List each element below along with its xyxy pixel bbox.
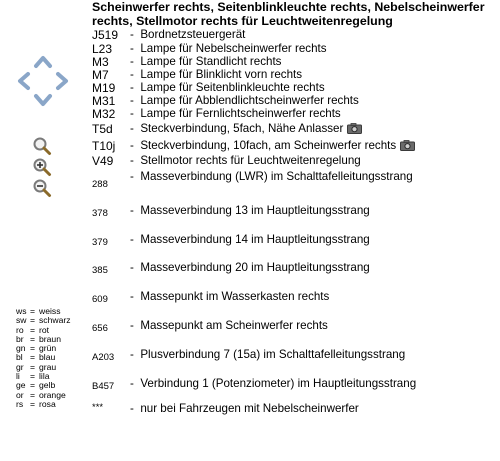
legend-code: L23: [92, 42, 113, 56]
legend-code: ***: [92, 402, 104, 413]
legend-description: - Massepunkt am Scheinwerfer rechts: [130, 319, 328, 332]
legend-code: 378: [92, 208, 108, 219]
legend-code: A203: [92, 352, 115, 363]
color-entry: sw = schwarz: [16, 315, 71, 326]
legend-code: M7: [92, 68, 109, 82]
color-entry: bl = blau: [16, 352, 56, 363]
color-entry: or = orange: [16, 389, 66, 400]
legend-entry: [92, 107, 492, 121]
legend-description: - Lampe für Standlicht rechts: [130, 55, 282, 68]
legend-entry: [92, 122, 492, 136]
color-entry: li = lila: [16, 371, 50, 382]
legend-description: - Masseverbindung 14 im Hauptleitungsstrang: [130, 233, 370, 246]
legend-description: - Lampe für Seitenblinkleuchte rechts: [130, 81, 325, 94]
legend-code: T10j: [92, 139, 116, 153]
color-entry: gn = grün: [16, 343, 57, 354]
camera-icon[interactable]: [400, 140, 415, 151]
legend-entry: [92, 258, 492, 276]
legend-entry: [92, 139, 492, 153]
legend-description: - Masseverbindung 13 im Hauptleitungsstrang: [130, 204, 370, 217]
legend-entry: [92, 55, 492, 69]
legend-code: 385: [92, 265, 108, 276]
arrow-up-icon[interactable]: [33, 52, 53, 72]
legend-description: - Verbindung 1 (Potenziometer) im Hauptleitungsstrang: [130, 377, 417, 390]
legend-description: - Massepunkt im Wasserkasten rechts: [130, 290, 330, 303]
color-entry: ro = rot: [16, 324, 50, 335]
legend-entry: [92, 42, 492, 56]
navigation-pad: [14, 52, 72, 112]
legend-code: M32: [92, 107, 116, 121]
legend-code: 288: [92, 179, 108, 190]
zoom-out-icon[interactable]: [32, 178, 52, 198]
legend-entry: [92, 201, 492, 219]
legend-description: - Stellmotor rechts für Leuchtweitenregelung: [130, 154, 361, 167]
legend-description: - Steckverbindung, 5fach, Nähe Anlasser: [130, 122, 362, 136]
legend-code: 609: [92, 294, 108, 305]
color-entry: rs = rosa: [16, 398, 56, 409]
legend-entry: [92, 68, 492, 82]
legend-code: 379: [92, 237, 108, 248]
legend-description: - Plusverbindung 7 (15a) im Schalttafelleitungsstrang: [130, 348, 406, 361]
legend-description: - Bordnetzsteuergerät: [130, 28, 246, 41]
legend-entry: [92, 94, 492, 108]
legend-code: M19: [92, 81, 116, 95]
legend-description: - Lampe für Nebelscheinwerfer rechts: [130, 42, 327, 55]
legend-description: - Masseverbindung 20 im Hauptleitungsstrang: [130, 261, 370, 274]
legend-description: - Steckverbindung, 10fach, am Scheinwerfer rechts: [130, 139, 415, 153]
legend-entry: [92, 374, 492, 392]
wire-color-legend: [16, 307, 71, 409]
legend-code: M3: [92, 55, 109, 69]
legend-description: - Lampe für Abblendlichtscheinwerfer rechts: [130, 94, 359, 107]
arrow-left-icon[interactable]: [14, 71, 34, 91]
legend-code: T5d: [92, 122, 113, 136]
legend-entry: [92, 316, 492, 334]
legend-entry: [92, 400, 492, 414]
legend-code: B457: [92, 381, 115, 392]
legend-description: - Masseverbindung (LWR) im Schalttafelleitungsstrang: [130, 170, 413, 183]
camera-icon[interactable]: [347, 123, 362, 134]
legend-entry: [92, 345, 492, 363]
legend-code: 656: [92, 323, 108, 334]
legend-entry: [92, 170, 492, 190]
legend-code: J519: [92, 28, 119, 42]
legend-entry: [92, 230, 492, 248]
arrow-right-icon[interactable]: [52, 71, 72, 91]
legend-description: - Lampe für Fernlichtscheinwerfer rechts: [130, 107, 341, 120]
arrow-down-icon[interactable]: [33, 90, 53, 110]
search-icon[interactable]: [32, 136, 52, 156]
legend-entry: [92, 28, 492, 42]
legend-code: M31: [92, 94, 116, 108]
legend-entry: [92, 154, 492, 168]
color-entry: ws = weiss: [16, 306, 61, 316]
legend-description: - nur bei Fahrzeugen mit Nebelscheinwerfer: [130, 402, 359, 415]
page-title: Scheinwerfer rechts, Seitenblinkleuchte rechts, Nebelscheinwerfer rechts, Stellmotor rechts für Leuchtweitenregelung: [92, 0, 485, 28]
legend-code: V49: [92, 154, 114, 168]
color-entry: br = braun: [16, 333, 61, 344]
legend-entry: [92, 287, 492, 305]
legend-entry: [92, 81, 492, 95]
zoom-in-icon[interactable]: [32, 157, 52, 177]
color-entry: ge = gelb: [16, 380, 56, 391]
color-entry: gr = grau: [16, 361, 57, 372]
legend-description: - Lampe für Blinklicht vorn rechts: [130, 68, 303, 81]
